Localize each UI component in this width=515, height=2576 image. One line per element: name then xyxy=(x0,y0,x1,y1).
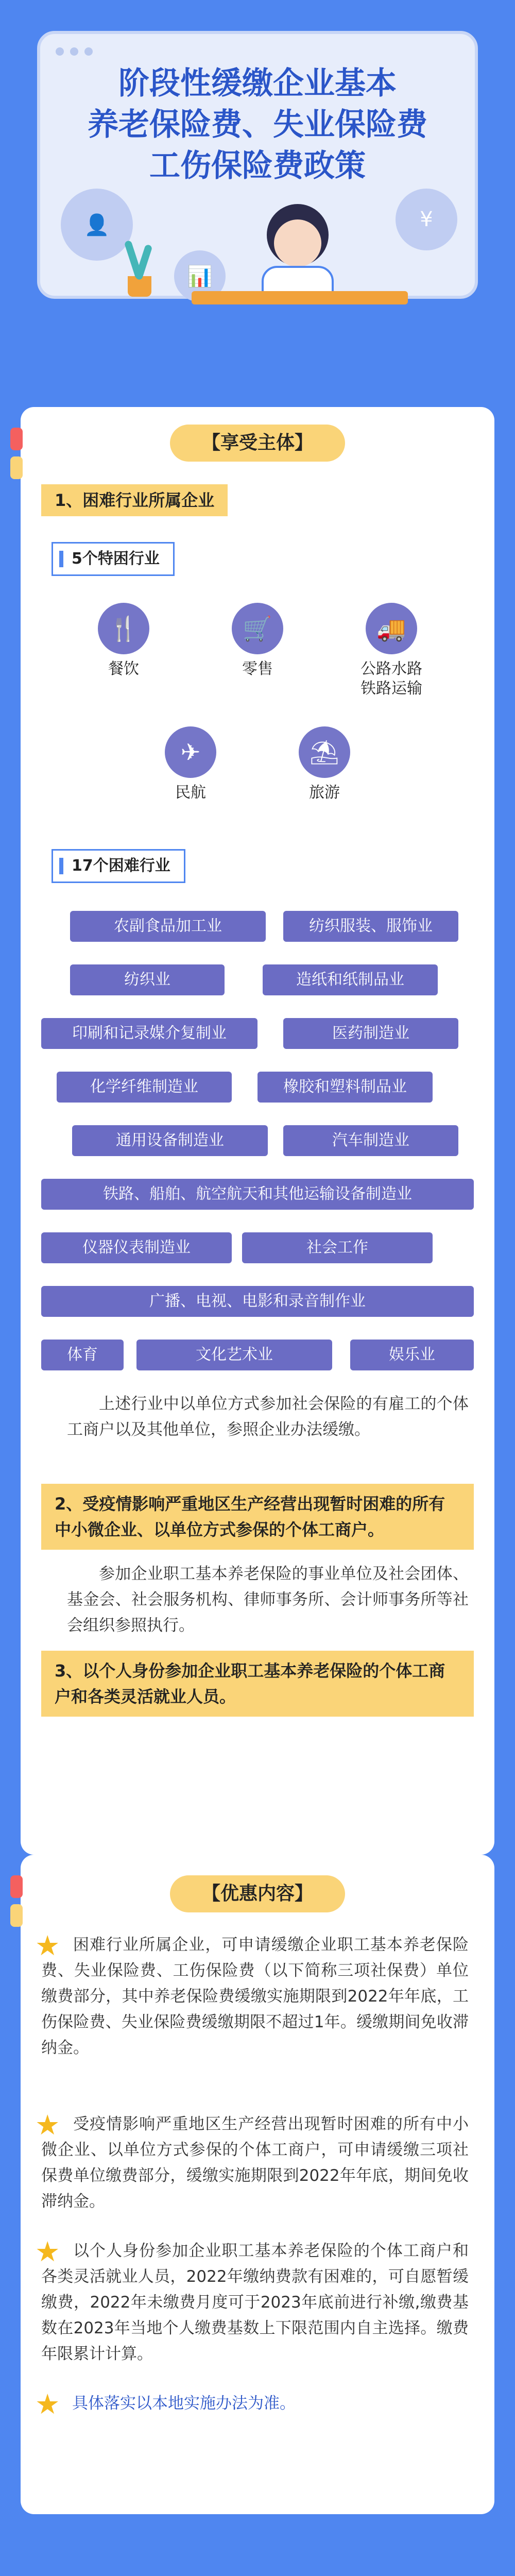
star-icon: ★ xyxy=(35,2388,60,2420)
panel-tabs xyxy=(10,1875,23,1933)
eligibility-header: 【享受主体】 xyxy=(170,425,345,462)
industry-pill: 文化艺术业 xyxy=(136,1340,332,1370)
industry-pill: 铁路、船舶、航空航天和其他运输设备制造业 xyxy=(41,1179,474,1210)
desk-decoration xyxy=(192,291,408,304)
chart-icon: 📊 xyxy=(174,250,226,302)
industry-label: 旅游 xyxy=(309,784,340,802)
person-icon: 👤 xyxy=(61,189,133,261)
industry-pill: 汽车制造业 xyxy=(283,1125,458,1156)
star-icon: ★ xyxy=(35,2235,60,2268)
industry-pill: 农副食品加工业 xyxy=(70,911,266,942)
panel-tabs xyxy=(10,428,23,485)
industry-pill: 体育 xyxy=(41,1340,124,1370)
industry-pill: 娱乐业 xyxy=(350,1340,474,1370)
item-1-label: 1、困难行业所属企业 xyxy=(41,484,228,516)
hero-banner xyxy=(37,31,478,309)
character-illustration xyxy=(256,204,339,302)
umbrella-icon: ⛱ xyxy=(299,726,350,778)
industry-pill: 印刷和记录媒介复制业 xyxy=(41,1018,258,1049)
industry-pill: 造纸和纸制品业 xyxy=(263,964,438,995)
item-2-note: 参加企业职工基本养老保险的事业单位及社会团体、基金会、社会服务机构、律师事务所、会计师事务所等社会组织参照执行。 xyxy=(67,1565,469,1635)
benefits-panel xyxy=(21,1855,494,2514)
industry-label: 公路水路 铁路运输 xyxy=(360,660,422,698)
benefits-header: 【优惠内容】 xyxy=(170,1875,345,1912)
industry-label: 零售 xyxy=(242,660,273,678)
industry-pill: 医药制造业 xyxy=(283,1018,458,1049)
truck-icon: 🚚 xyxy=(366,603,417,654)
industry-pill: 广播、电视、电影和录音制作业 xyxy=(41,1286,474,1317)
hero-screen xyxy=(37,31,478,299)
star-icon: ★ xyxy=(35,2109,60,2141)
industry-pill: 仪器仪表制造业 xyxy=(41,1232,232,1263)
industry-label: 餐饮 xyxy=(108,660,139,678)
five-industries-label: 5个特困行业 xyxy=(52,542,175,576)
plant-decoration xyxy=(117,240,159,297)
benefit-note: 具体落实以本地实施办法为准。 xyxy=(72,2394,296,2413)
benefit-point-1: 困难行业所属企业，可申请缓缴企业职工基本养老保险费、失业保险费、工伤保险费（以下简称三项社保费）单位缴费部分，其中养老保险费缓缴实施期限到2022年年底，工伤保险费、失业保险费缓缴期限不超过1年。缓缴期间免收滞纳金。 xyxy=(41,1936,469,2057)
benefit-point-2: 受疫情影响严重地区生产经营出现暂时困难的所有中小微企业、以单位方式参保的个体工商户，可申请缓缴三项社保费单位缴费部分，缓缴实施期限到2022年年底，期间免收滞纳金。 xyxy=(41,2115,469,2211)
industry-pill: 橡胶和塑料制品业 xyxy=(258,1072,433,1103)
money-icon: ¥ xyxy=(396,189,457,250)
item-2-label: 2、受疫情影响严重地区生产经营出现暂时困难的所有中小微企业、以单位方式参保的个体工商户。 xyxy=(41,1484,474,1550)
seventeen-industries-label: 17个困难行业 xyxy=(52,849,185,883)
industry-pill: 纺织业 xyxy=(70,964,225,995)
eligibility-panel xyxy=(21,407,494,1855)
star-icon: ★ xyxy=(35,1929,60,1962)
basket-icon: 🛒 xyxy=(232,603,283,654)
plane-icon: ✈ xyxy=(165,726,216,778)
page-title: 阶段性缓缴企业基本 养老保险费、失业保险费 工伤保险费政策 xyxy=(88,65,427,184)
industry-pill: 通用设备制造业 xyxy=(72,1125,268,1156)
dining-icon: 🍴 xyxy=(98,603,149,654)
benefit-point-3: 以个人身份参加企业职工基本养老保险的个体工商户和各类灵活就业人员，2022年缴纳费款有困难的，可自愿暂缓缴费，2022年未缴费月度可于2023年底前进行补缴,缴费基数在2023年当地个人缴费基数上下限范围内自主选择。缴费年限累计计算。 xyxy=(41,2242,469,2363)
item-3-label: 3、以个人身份参加企业职工基本养老保险的个体工商户和各类灵活就业人员。 xyxy=(41,1651,474,1717)
window-dots xyxy=(56,47,93,56)
industry-pill: 化学纤维制造业 xyxy=(57,1072,232,1103)
industry-label: 民航 xyxy=(175,784,206,802)
industry-pill: 纺织服装、服饰业 xyxy=(283,911,458,942)
industry-pill: 社会工作 xyxy=(242,1232,433,1263)
industry-note: 上述行业中以单位方式参加社会保险的有雇工的个体工商户以及其他单位，参照企业办法缓缴。 xyxy=(67,1395,469,1439)
